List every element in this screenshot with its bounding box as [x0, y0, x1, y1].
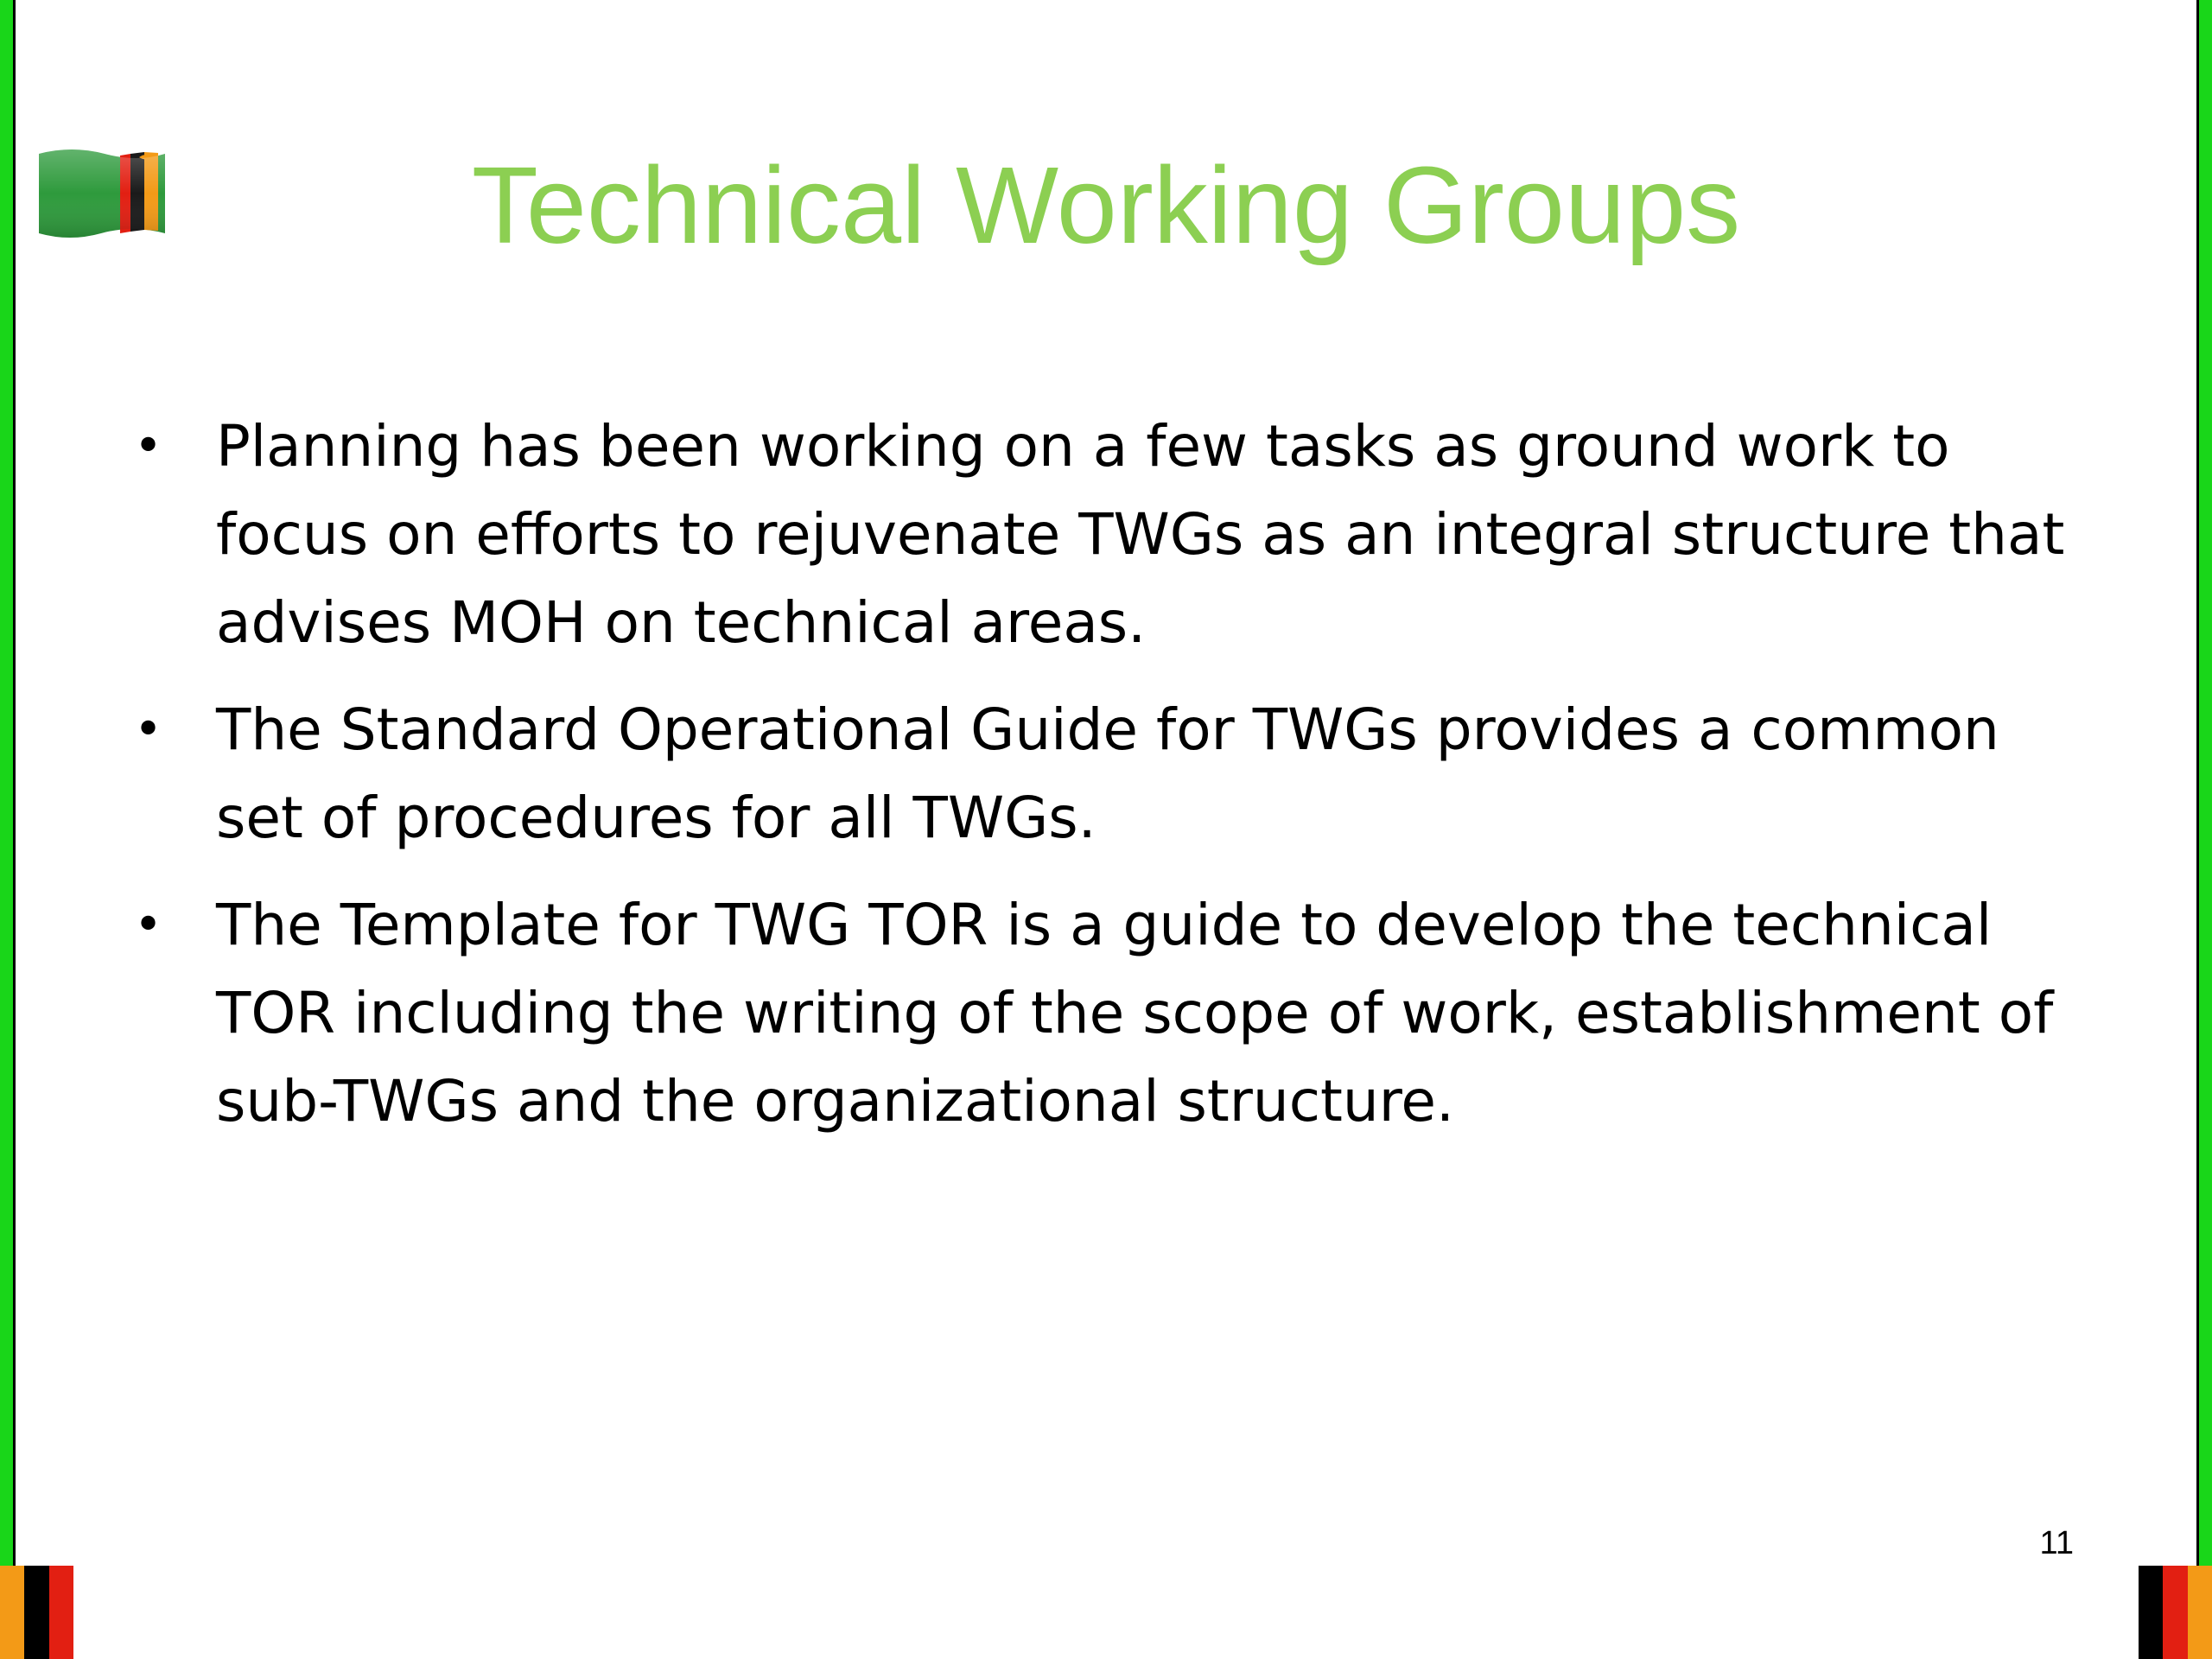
- bottom-right-flag-stripes: [2139, 1566, 2212, 1659]
- stripe-black: [2139, 1566, 2163, 1659]
- slide-title: Technical Working Groups: [471, 144, 1741, 266]
- bullet-text: Planning has been working on a few tasks as ground work to focus on efforts to rejuvenate TWGs as an integral structure that advises MOH on technical areas.: [216, 413, 2065, 656]
- bullet-item: [125, 686, 2095, 862]
- stripe-orange: [0, 1566, 24, 1659]
- bullet-dot-icon: •: [134, 897, 163, 953]
- bullet-dot-icon: •: [134, 702, 163, 758]
- bullet-text: The Template for TWG TOR is a guide to develop the technical TOR including the writing of the scope of work, establishment of sub-TWGs and the organizational structure.: [216, 892, 2054, 1135]
- stripe-black: [24, 1566, 48, 1659]
- bullet-item: [125, 403, 2095, 667]
- bullet-list: [125, 403, 2095, 1165]
- bullet-dot-icon: •: [134, 418, 163, 474]
- stripe-red: [2163, 1566, 2187, 1659]
- bullet-text: The Standard Operational Guide for TWGs provides a common set of procedures for all TWGs.: [216, 696, 1999, 851]
- stripe-orange: [2188, 1566, 2212, 1659]
- bottom-left-flag-stripes: [0, 1566, 73, 1659]
- page-number: 11: [2039, 1525, 2074, 1561]
- stripe-red: [49, 1566, 73, 1659]
- bullet-item: [125, 881, 2095, 1146]
